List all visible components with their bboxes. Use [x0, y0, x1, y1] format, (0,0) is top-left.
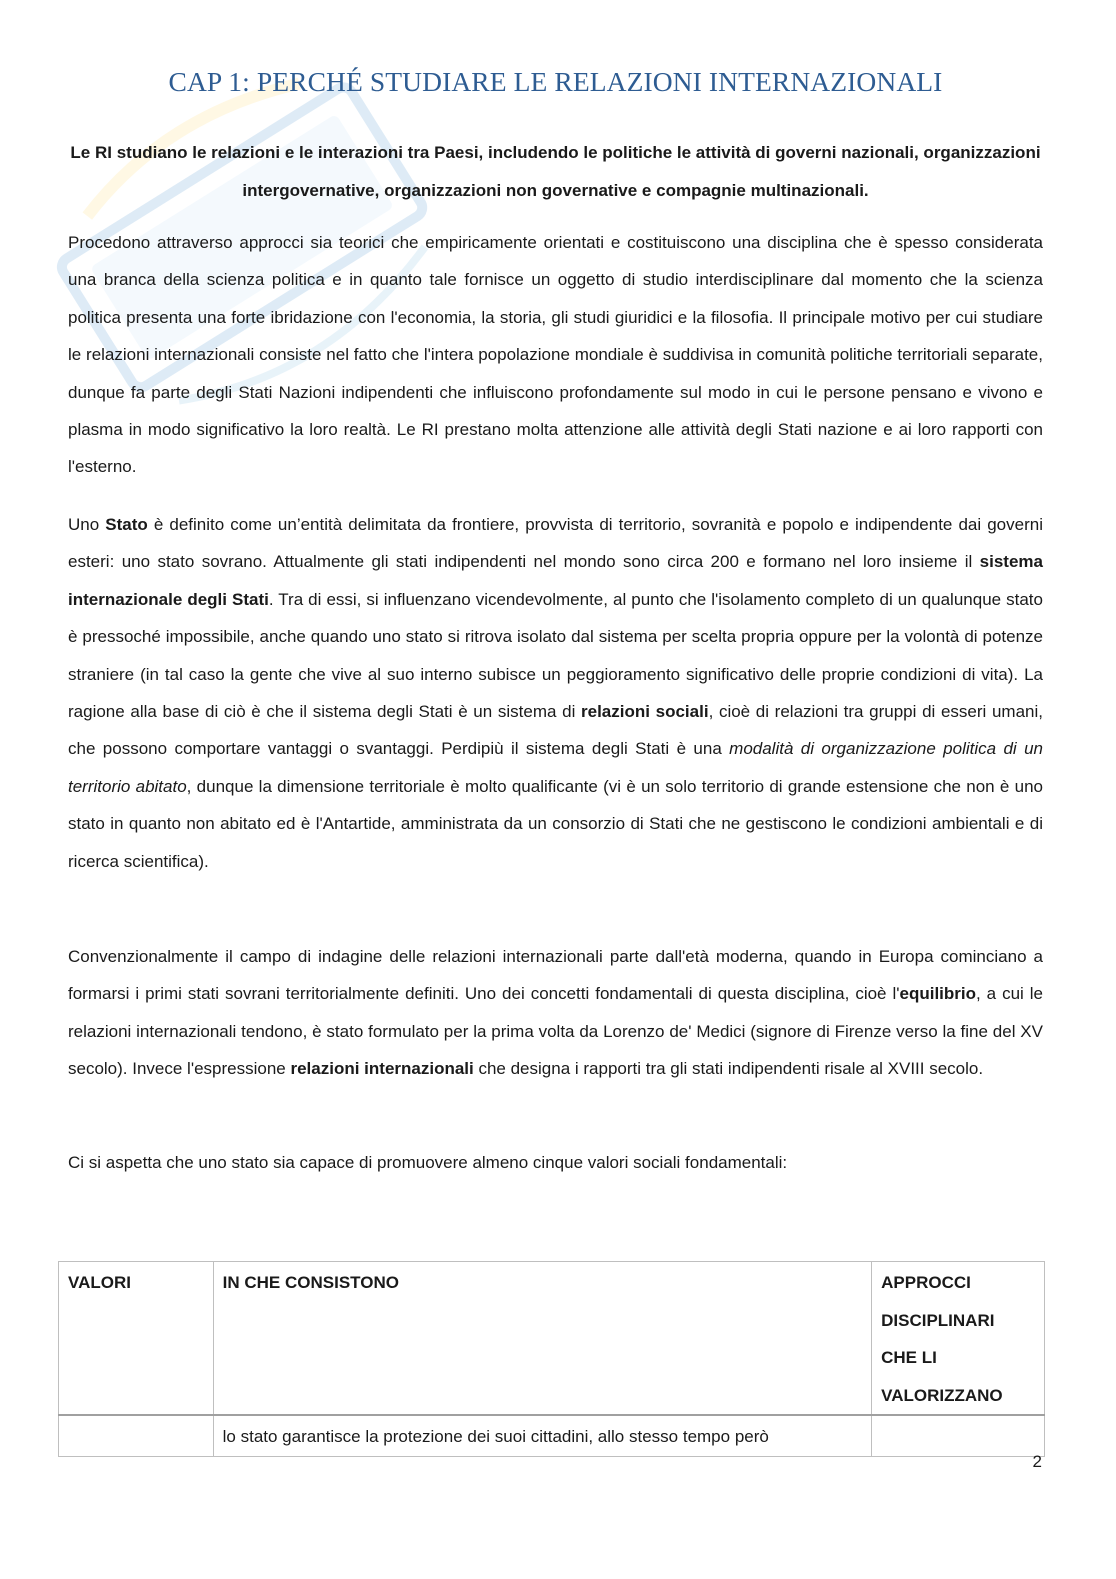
- page-number: 2: [1032, 1452, 1042, 1471]
- text-run: che designa i rapporti tra gli stati indipendenti risale al XVIII secolo.: [473, 1059, 984, 1079]
- paragraph-2: [68, 506, 1043, 880]
- text-run: , a cui le relazioni internazionali tendono, è stato formulato per la prima volta da Lorenzo de' Medici (signore di Firenze verso la fine del XV secolo). Invece l'espressione: [68, 984, 1044, 1079]
- bold-term-relazioni-sociali: relazioni sociali: [581, 702, 709, 722]
- text-run: Uno: [68, 515, 106, 534]
- table-cell: [872, 1415, 1045, 1456]
- table-header-row: [59, 1262, 1045, 1416]
- bold-term-equilibrio: equilibrio: [899, 984, 976, 1004]
- table-cell-text: lo stato garantisce la protezione dei suoi cittadini, allo stesso tempo però: [222, 1427, 769, 1446]
- text-run: Convenzionalmente il campo di indagine delle relazioni internazionali parte dall'età moderna, quando in Europa cominciano a formarsi i primi stati sovrani territorialmente definiti. Uno dei concetti fondamentali di questa disciplina, cioè l': [68, 947, 1043, 1004]
- table-cell: [59, 1415, 214, 1456]
- table-header-cell: IN CHE CONSISTONO: [213, 1262, 871, 1416]
- table-header-cell: APPROCCI DISCIPLINARI CHE LI VALORIZZANO: [872, 1262, 1045, 1416]
- text-run: , cioè di relazioni tra gruppi di esseri umani, che possono comportare vantaggi o svantaggi. Perdipiù il sistema degli Stati è una: [68, 702, 1044, 759]
- text-run: . Tra di essi, si influenzano vicendevolmente, al punto che l'isolamento completo di un qualunque stato è pressoché impossibile, anche quando uno stato si ritrova isolato dal sistema per scelta propria oppure per la volontà di potenze straniere (in tal caso la gente che vive al suo interno subisce un peggioramento significativo delle proprie condizioni di vita). La ragione alla base di ciò è che il sistema degli Stati è un sistema di: [68, 589, 1043, 722]
- bold-term-sistema: sistema internazionale degli Stati: [68, 552, 1043, 609]
- table-row: [59, 1415, 1045, 1456]
- chapter-title: CAP 1: PERCHÉ STUDIARE LE RELAZIONI INTERNAZIONALI: [168, 66, 943, 97]
- table-cell: [213, 1415, 871, 1456]
- table-header-cell: VALORI: [59, 1262, 214, 1416]
- bold-term-stato: Stato: [105, 515, 148, 534]
- paragraph-3: [68, 938, 1043, 1088]
- values-table: [58, 1261, 1045, 1457]
- paragraph-4: Ci si aspetta che uno stato sia capace di promuovere almeno cinque valori sociali fondamentali:: [68, 1153, 788, 1172]
- lead-paragraph: Le RI studiano le relazioni e le interazioni tra Paesi, includendo le politiche le attività di governi nazionali, organizzazioni intergovernative, organizzazioni non governative e compagnie multinazionali.: [70, 143, 1041, 200]
- italic-phrase: modalità di organizzazione politica di un territorio abitato: [68, 739, 1043, 796]
- bold-term-relazioni-internazionali: relazioni internazionali: [290, 1059, 474, 1079]
- text-run: , dunque la dimensione territoriale è molto qualificante (vi è un solo territorio di grande estensione che non è uno stato in quanto non abitato ed è l'Antartide, amministrata da un consorzio di Stati che ne gestiscono le condizioni ambientali e di ricerca scientifica).: [68, 776, 1043, 871]
- paragraph-1: Procedono attraverso approcci sia teorici che empiricamente orientati e costituiscono una disciplina che è spesso considerata una branca della scienza politica e in quanto tale fornisce un oggetto di studio interdisciplinare dal momento che la scienza politica presenta una forte ibridazione con l'economia, la storia, gli studi giuridici e la filosofia. Il principale motivo per cui studiare le relazioni internazionali consiste nel fatto che l'intera popolazione mondiale è suddivisa in comunità politiche territoriali separate, dunque fa parte degli Stati Nazioni indipendenti che influiscono profondamente sul modo in cui le persone pensano e vivono e plasma in modo significativo la loro realtà. Le RI prestano molta attenzione alle attività degli Stati nazione e ai loro rapporti con l'esterno.: [68, 233, 1043, 477]
- text-run: è definito come un’entità delimitata da frontiere, provvista di territorio, sovranità e popolo e indipendente dai governi esteri: uno stato sovrano. Attualmente gli stati indipendenti nel mondo sono circa 200 e formano nel loro insieme il: [68, 515, 1043, 572]
